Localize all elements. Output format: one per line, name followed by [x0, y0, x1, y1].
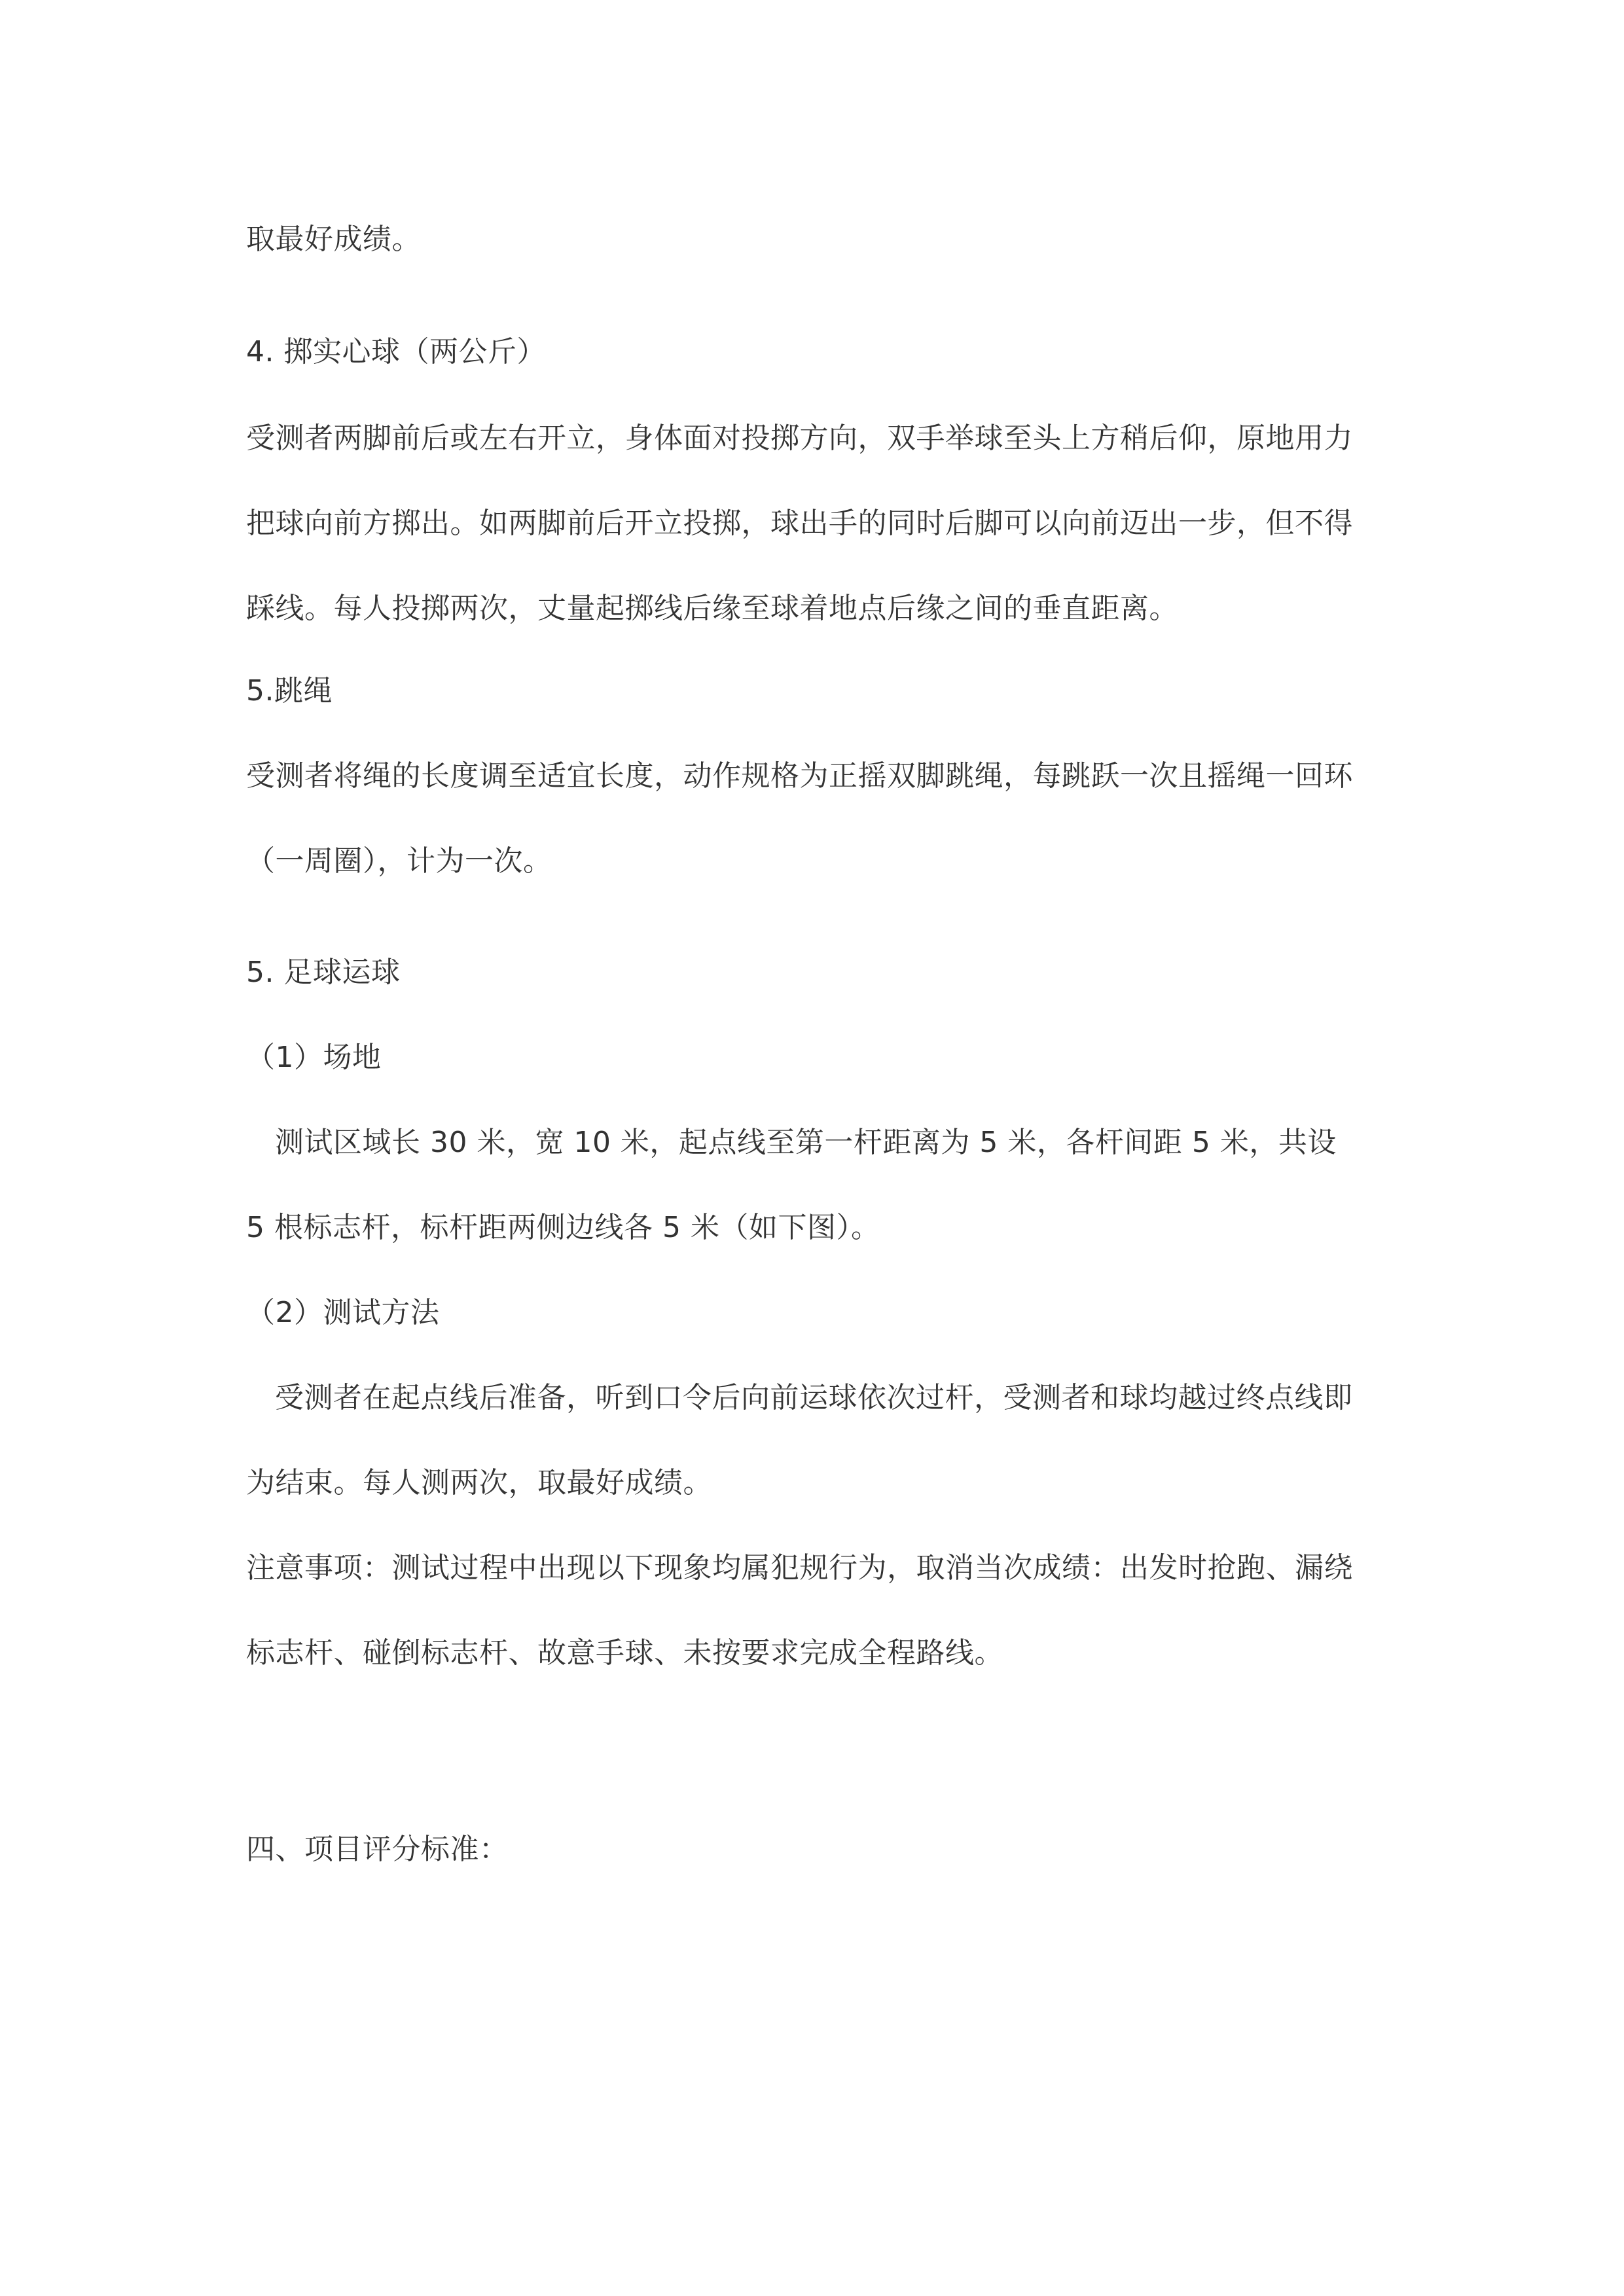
text-line: 测试区域长 30 米，宽 10 米，起点线至第一杆距离为 5 米，各杆间距 5 米，共设	[275, 1126, 1337, 1159]
section-heading: 四、项目评分标准：	[246, 1833, 509, 1866]
text-line: 取最好成绩。	[246, 223, 421, 256]
section-heading: 5. 足球运球	[246, 956, 401, 989]
text-line: 标志杆、碰倒标志杆、故意手球、未按要求完成全程路线。	[246, 1636, 1003, 1670]
text-line: 踩线。每人投掷两次，丈量起掷线后缘至球着地点后缘之间的垂直距离。	[246, 592, 1178, 625]
subsection-heading: （1）场地	[246, 1041, 382, 1074]
text-line: 把球向前方掷出。如两脚前后开立投掷，球出手的同时后脚可以向前迈出一步，但不得	[246, 507, 1353, 540]
section-heading: 5.跳绳	[246, 674, 333, 708]
subsection-heading: （2）测试方法	[246, 1296, 440, 1329]
text-line: 受测者在起点线后准备，听到口令后向前运球依次过杆，受测者和球均越过终点线即	[275, 1381, 1353, 1414]
text-line: 受测者两脚前后或左右开立，身体面对投掷方向，双手举球至头上方稍后仰，原地用力	[246, 422, 1353, 455]
text-line: 受测者将绳的长度调至适宜长度，动作规格为正摇双脚跳绳，每跳跃一次且摇绳一回环	[246, 759, 1353, 793]
text-line: 5 根标志杆，标杆距两侧边线各 5 米（如下图）。	[246, 1211, 880, 1244]
section-heading: 4. 掷实心球（两公斤）	[246, 335, 546, 368]
text-line: 为结束。每人测两次，取最好成绩。	[246, 1466, 712, 1499]
text-line: （一周圈），计为一次。	[246, 844, 552, 878]
text-line: 注意事项：测试过程中出现以下现象均属犯规行为，取消当次成绩：出发时抢跑、漏绕	[246, 1551, 1353, 1585]
